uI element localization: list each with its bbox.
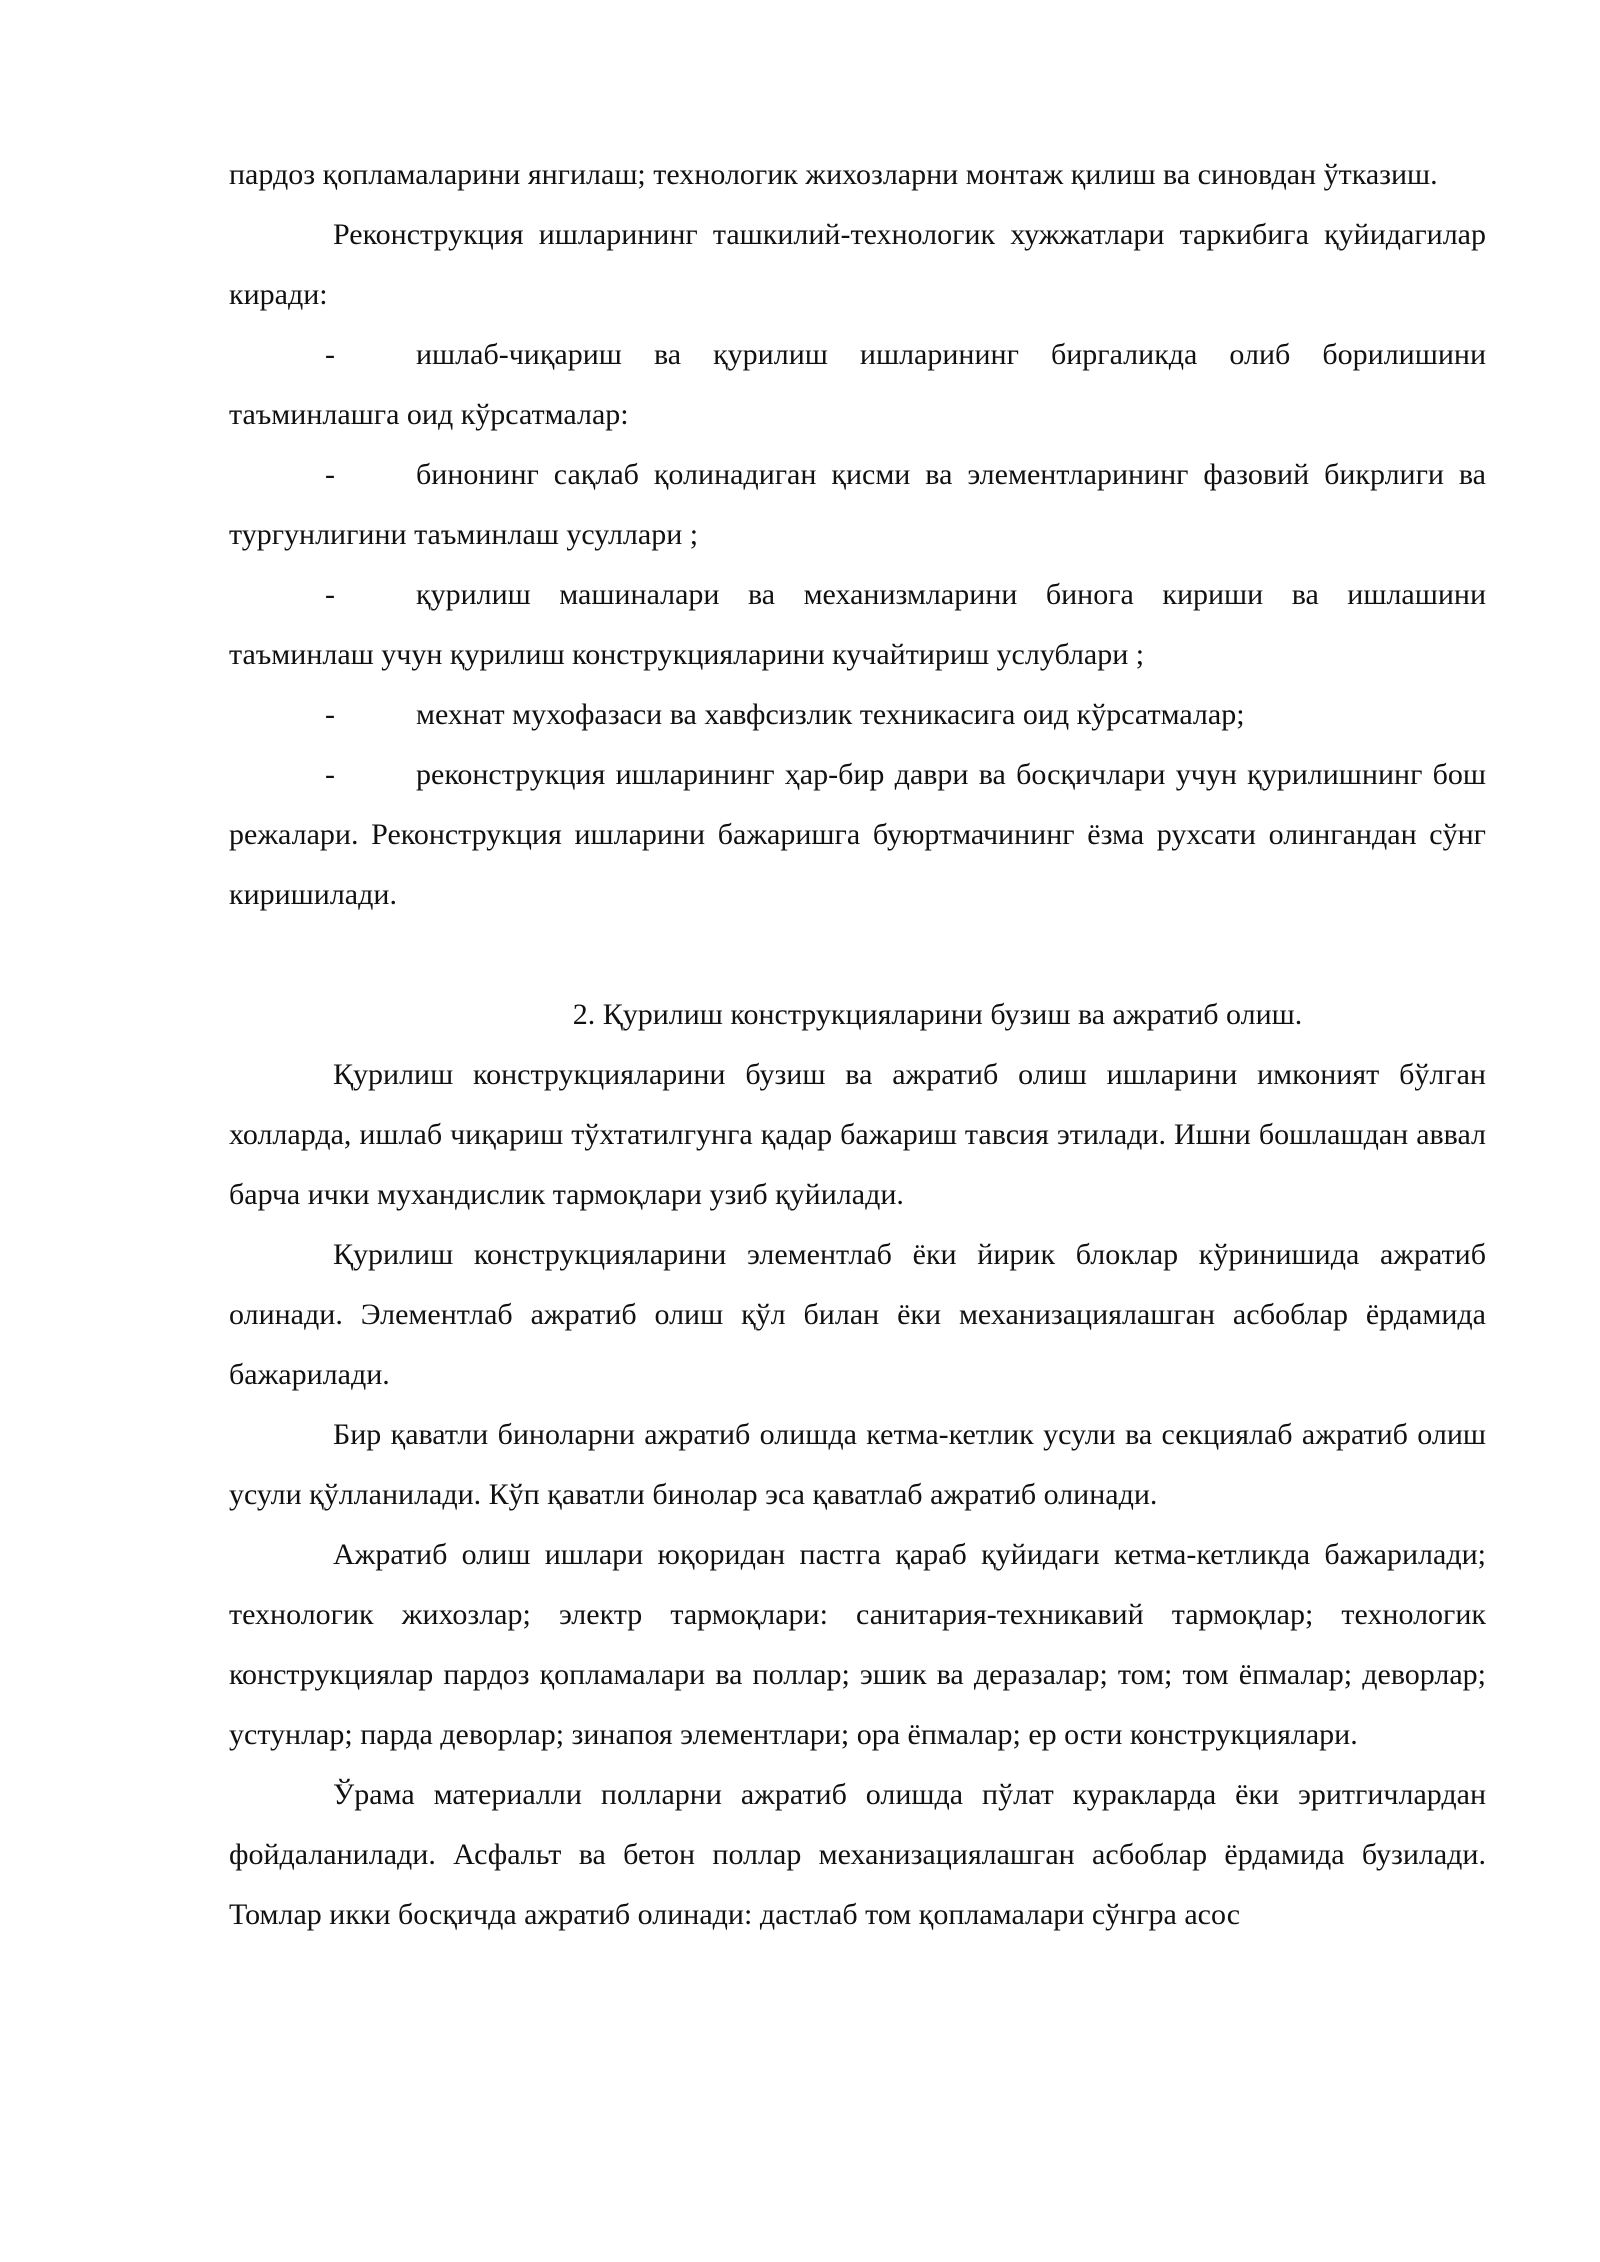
list-dash: - <box>325 338 335 371</box>
list-item <box>229 745 1486 925</box>
paragraph-body: Ажратиб олиш ишлари юқоридан пастга қараб қуйидаги кетма-кетликда бажарилади; технологик жихозлар; электр тармоқлари: санитария-техникавий тармоқлар; технологик конструкциялар пардоз қопламалари ва поллар; эшик ва деразалар; том; том ёпмалар; деворлар; устунлар; парда деворлар; зинапоя элементлари; ора ёпмалар; ер ости конструкциялари. <box>229 1538 1486 1751</box>
list-item <box>229 685 1486 745</box>
list-dash: - <box>325 698 335 731</box>
section-heading: 2. Қурилиш конструкцияларини бузиш ва ажратиб олиш. <box>572 998 1303 1031</box>
requirements-list <box>229 325 1486 925</box>
list-dash: - <box>325 458 335 491</box>
list-item <box>229 445 1486 565</box>
list-item-text: қурилиш машиналари ва механизмларини бинога кириши ва ишлашини таъминлаш учун қурилиш конструкцияларини кучайтириш услублари ; <box>229 578 1486 671</box>
paragraph-body: Қурилиш конструкцияларини бузиш ва ажратиб олиш ишларини имконият бўлган холларда, ишлаб чиқариш тўхтатилгунга қадар бажариш тавсия этилади. Ишни бошлашдан аввал барча ички мухандислик тармоқлари узиб қуйилади. <box>229 1058 1486 1211</box>
paragraph-continuation: пардоз қопламаларини янгилаш; технологик жихозларни монтаж қилиш ва синовдан ўтказиш. <box>229 158 1438 191</box>
list-item-text: ишлаб-чиқариш ва қурилиш ишларининг биргаликда олиб борилишини таъминлашга оид кўрсатмалар: <box>229 338 1486 431</box>
list-item-text: реконструкция ишларининг ҳар-бир даври ва босқичлари учун қурилишнинг бош режалари. Реконструкция ишларини бажаришга буюртмачининг ёзма рухсати олингандан сўнг киришилади. <box>229 758 1486 911</box>
section-spacer <box>229 925 1486 985</box>
list-item <box>229 325 1486 445</box>
list-item-text: бинонинг сақлаб қолинадиган қисми ва элементларининг фазовий бикрлиги ва тургунлигини таъминлаш усуллари ; <box>229 458 1486 551</box>
list-dash: - <box>325 578 335 611</box>
list-item <box>229 565 1486 685</box>
paragraph-body: Ўрама материалли полларни ажратиб олишда пўлат куракларда ёки эритгичлардан фойдаланилади. Асфальт ва бетон поллар механизациялашган асбоблар ёрдамида бузилади. Томлар икки босқичда ажратиб олинади: дастлаб том қопламалари сўнгра асос <box>229 1778 1486 1931</box>
document-page <box>229 145 1486 1945</box>
paragraph-body: Бир қаватли биноларни ажратиб олишда кетма-кетлик усули ва секциялаб ажратиб олиш усули қўлланилади. Кўп қаватли бинолар эса қаватлаб ажратиб олинади. <box>229 1418 1486 1511</box>
paragraph-body: Қурилиш конструкцияларини элементлаб ёки йирик блоклар кўринишида ажратиб олинади. Элементлаб ажратиб олиш қўл билан ёки механизациялашган асбоблар ёрдамида бажарилади. <box>229 1238 1486 1391</box>
list-item-text: мехнат мухофазаси ва хавфсизлик техникасига оид кўрсатмалар; <box>416 698 1245 731</box>
paragraph-intro: Реконструкция ишларининг ташкилий-технологик хужжатлари таркибига қуйидагилар киради: <box>229 218 1486 311</box>
list-dash: - <box>325 758 335 791</box>
